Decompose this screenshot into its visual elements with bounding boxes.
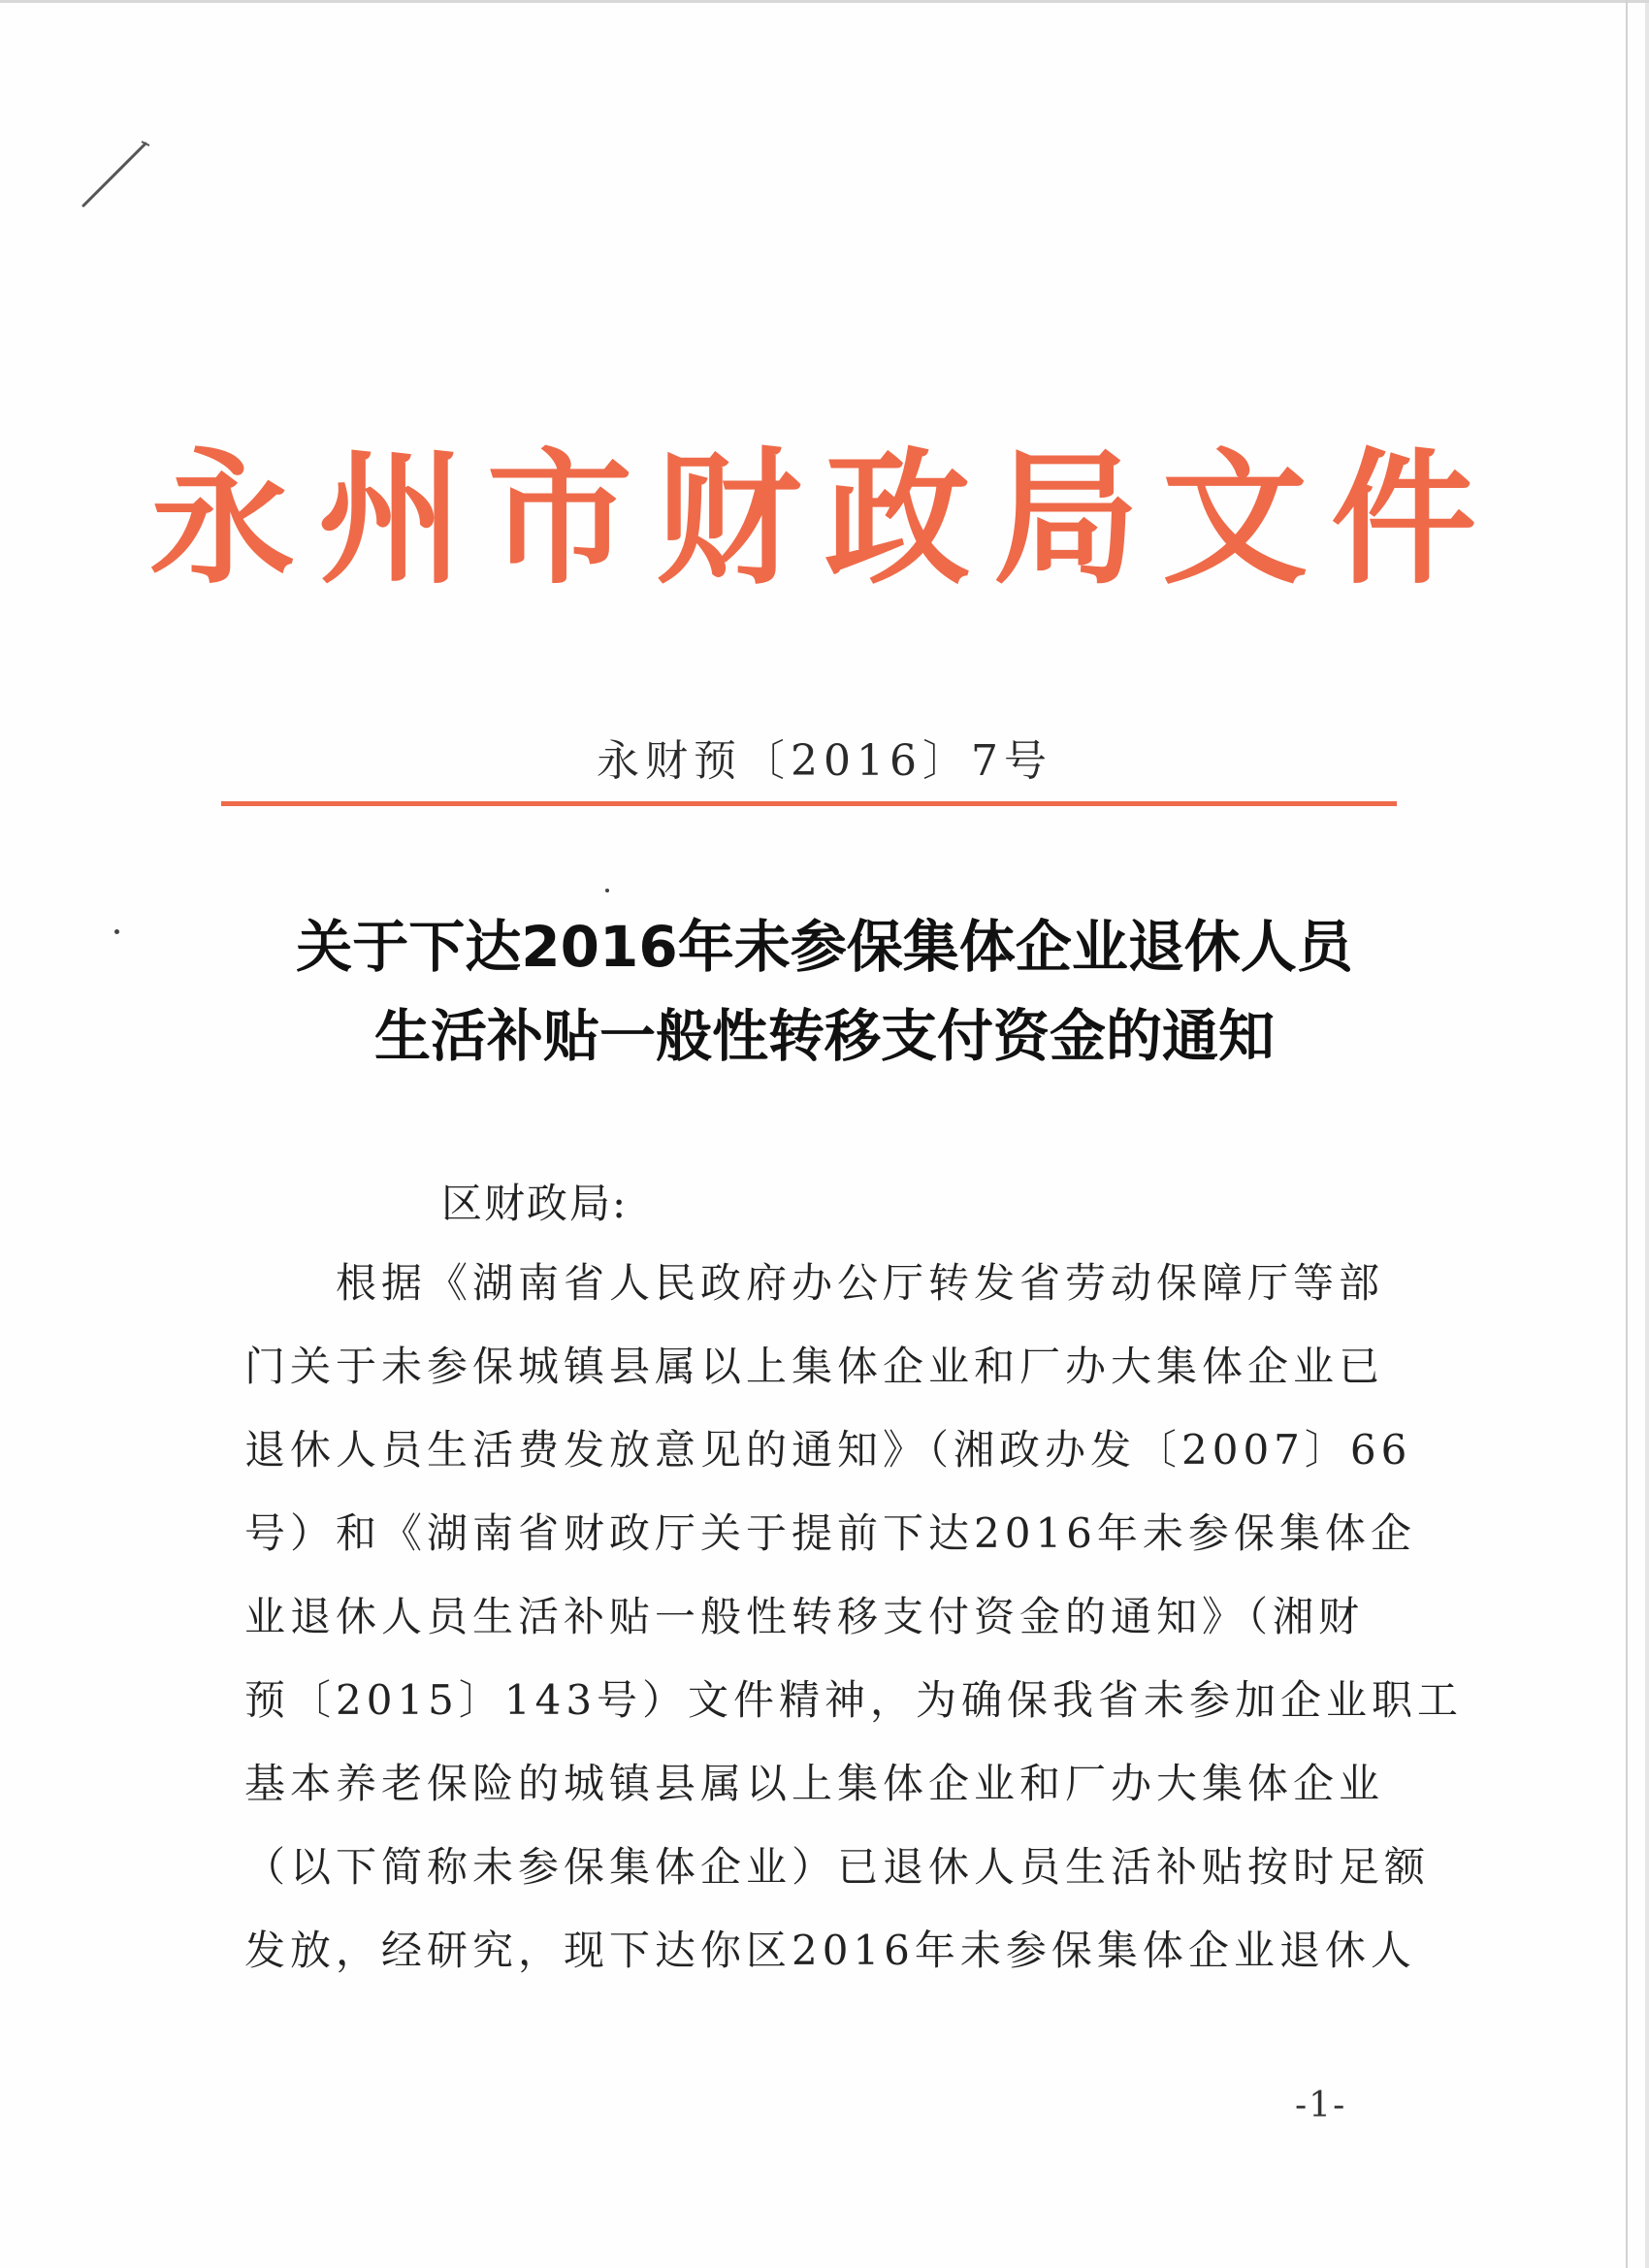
body-line: 门关于未参保城镇县属以上集体企业和厂办大集体企业已 [244,1343,1385,1390]
page-number: -1- [1295,2086,1347,2125]
scan-edge [1626,0,1628,2268]
notice-title-line-2: 生活补贴一般性转移支付资金的通知 [373,1003,1275,1069]
body-line: 根据《湖南省人民政府办公厅转发省劳动保障厅等部 [244,1259,1385,1307]
body-line: 号）和《湖南省财政厅关于提前下达2016年未参保集体企 [244,1509,1416,1557]
scan-speck [605,889,609,892]
addressee: 区财政局: [441,1180,629,1227]
notice-title-line-1: 关于下达2016年未参保集体企业退休人员 [296,914,1353,980]
body-line: （以下简称未参保集体企业）已退休人员生活补贴按时足额 [244,1843,1431,1891]
issuer-header-title: 永州市财政局文件 [148,434,1500,604]
pen-stroke-mark [78,136,165,223]
notice-body [244,1242,1464,1993]
body-line: 退休人员生活费发放意见的通知》（湘政办发〔2007〕66 [244,1426,1412,1474]
notice-title [0,902,1649,1081]
body-line: 基本养老保险的城镇县属以上集体企业和厂办大集体企业 [244,1760,1385,1807]
document-number: 永财预〔2016〕7号 [597,736,1052,786]
red-divider-line [221,801,1397,806]
body-line: 预〔2015〕143号）文件精神，为确保我省未参加企业职工 [244,1676,1464,1724]
body-line: 业退休人员生活补贴一般性转移支付资金的通知》（湘财 [244,1593,1365,1640]
body-line: 发放，经研究，现下达你区2016年未参保集体企业退休人 [244,1927,1416,1974]
